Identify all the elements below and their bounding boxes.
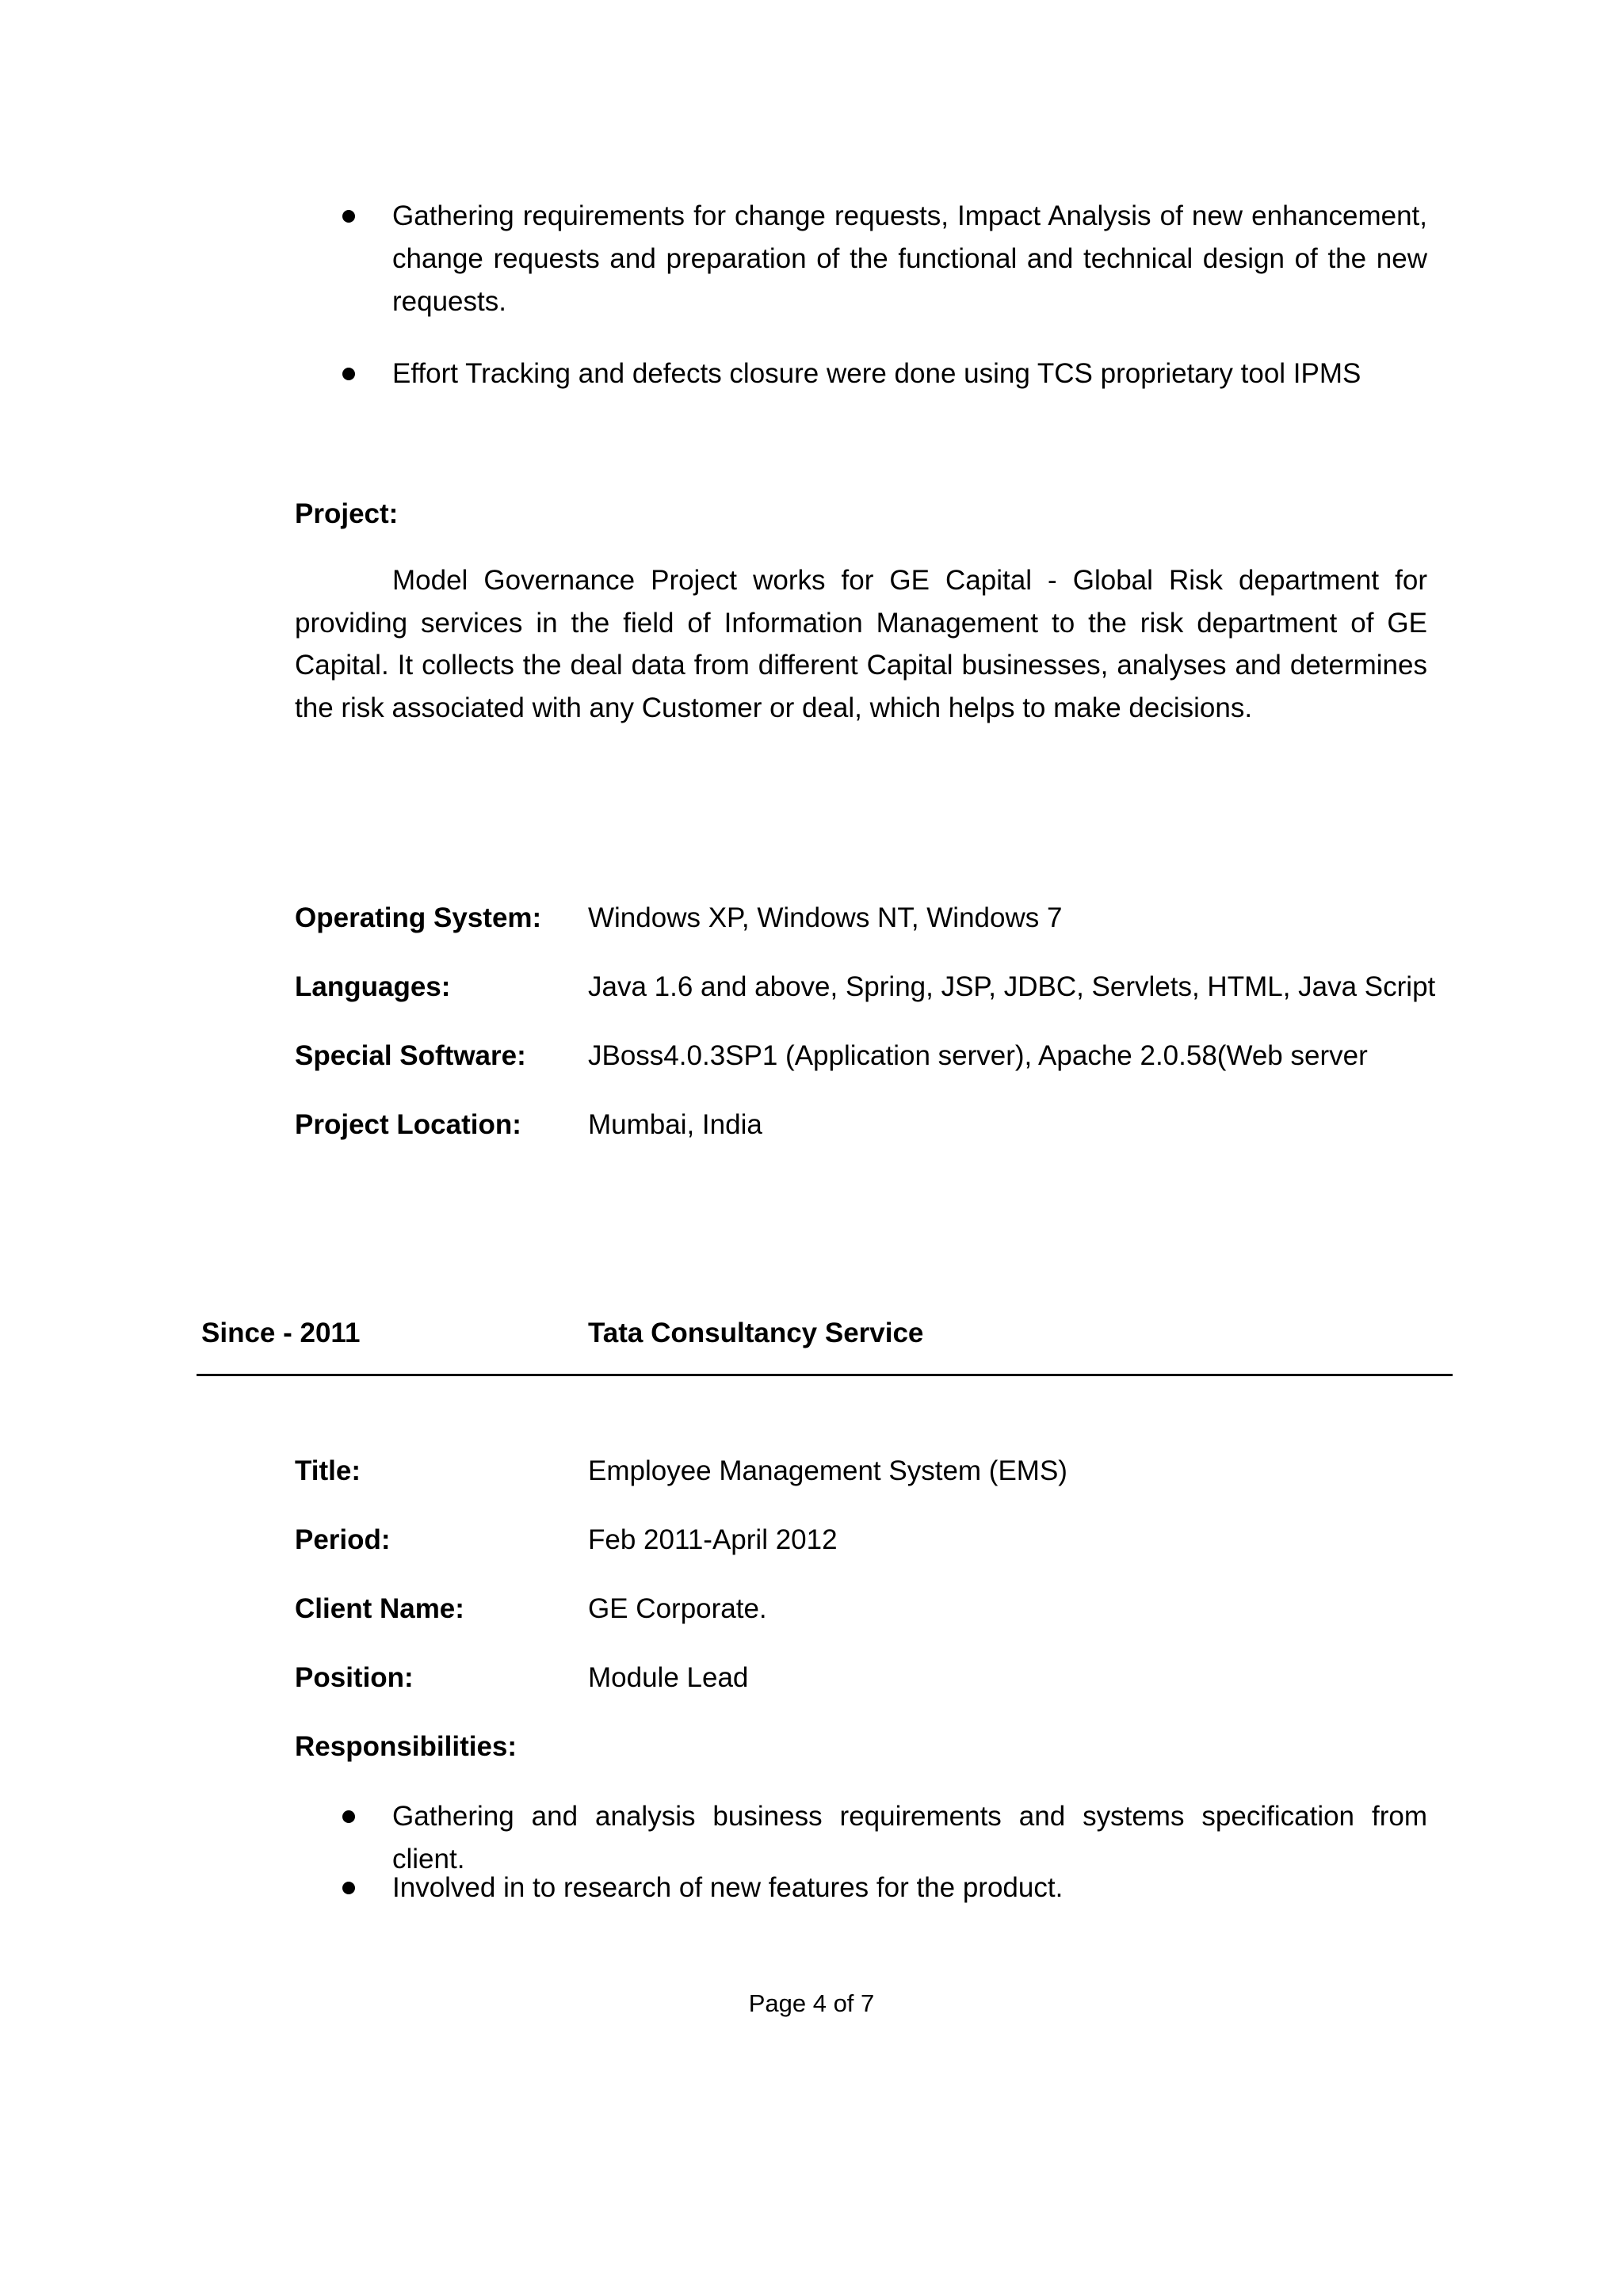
section-divider (197, 1374, 1453, 1376)
project-location-value: Mumbai, India (588, 1109, 762, 1140)
languages-label: Languages: (295, 971, 451, 1002)
project-location-label: Project Location: (295, 1109, 521, 1140)
os-value: Windows XP, Windows NT, Windows 7 (588, 902, 1063, 933)
page-number: Page 4 of 7 (748, 1989, 875, 2017)
bullet-icon (342, 368, 355, 380)
list-item-text: Effort Tracking and defects closure were done using TCS proprietary tool IPMS (392, 358, 1361, 389)
position-value: Module Lead (588, 1662, 749, 1693)
title-label: Title: (295, 1455, 361, 1486)
bullet-icon (342, 1810, 355, 1823)
period-value: Feb 2011-April 2012 (588, 1524, 838, 1555)
list-item-text: Gathering and analysis business requirements and systems specification from client. (392, 1801, 1427, 1875)
project-heading: Project: (295, 498, 399, 529)
languages-value: Java 1.6 and above, Spring, JSP, JDBC, Servlets, HTML, Java Script (588, 971, 1436, 1002)
list-item-text: Gathering requirements for change requests, Impact Analysis of new enhancement, change requests and preparation of the functional and technical design of the new requests. (392, 200, 1427, 317)
employment-company: Tata Consultancy Service (588, 1318, 924, 1348)
title-value: Employee Management System (EMS) (588, 1455, 1067, 1486)
os-label: Operating System: (295, 902, 542, 933)
client-name-label: Client Name: (295, 1593, 464, 1624)
special-software-value: JBoss4.0.3SP1 (Application server), Apache 2.0.58(Web server (588, 1040, 1368, 1071)
special-software-label: Special Software: (295, 1040, 526, 1071)
bullet-icon (342, 1882, 355, 1894)
employment-period: Since - 2011 (201, 1318, 361, 1348)
client-name-value: GE Corporate. (588, 1593, 767, 1624)
list-item-text: Involved in to research of new features for the product. (392, 1872, 1064, 1903)
position-label: Position: (295, 1662, 414, 1693)
period-label: Period: (295, 1524, 391, 1555)
bullet-icon (342, 210, 355, 223)
project-description: Model Governance Project works for GE Capital - Global Risk department for providing services in the field of Information Management to the risk department of GE Capital. It collects the deal data from different Capital businesses, analyses and determines the risk associated with any Customer or deal, which helps to make decisions. (295, 565, 1427, 723)
responsibilities-heading: Responsibilities: (295, 1731, 517, 1762)
